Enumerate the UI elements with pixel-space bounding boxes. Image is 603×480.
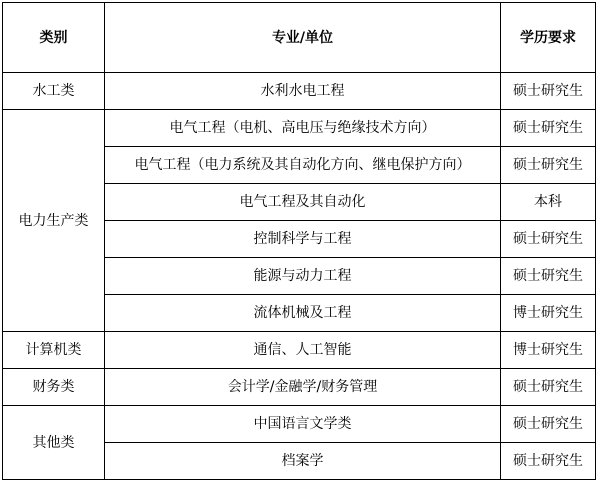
category-cell: 财务类: [3, 369, 105, 406]
degree-cell: 硕士研究生: [501, 443, 596, 480]
major-cell: 能源与动力工程: [105, 258, 501, 295]
major-cell: 控制科学与工程: [105, 221, 501, 258]
degree-cell: 本科: [501, 184, 596, 221]
table-row: [3, 110, 596, 147]
degree-cell: 博士研究生: [501, 295, 596, 332]
major-cell: 水利水电工程: [105, 73, 501, 110]
table-row: [3, 369, 596, 406]
table-row: [3, 73, 596, 110]
major-cell: 通信、人工智能: [105, 332, 501, 369]
major-cell: 电气工程（电机、高电压与绝缘技术方向）: [105, 110, 501, 147]
major-cell: 中国语言文学类: [105, 406, 501, 443]
header-major: 专业/单位: [105, 3, 501, 73]
table-header-row: [3, 3, 596, 73]
degree-cell: 硕士研究生: [501, 369, 596, 406]
degree-cell: 硕士研究生: [501, 110, 596, 147]
degree-cell: 博士研究生: [501, 332, 596, 369]
major-cell: 档案学: [105, 443, 501, 480]
category-cell: 计算机类: [3, 332, 105, 369]
header-category: 类别: [3, 3, 105, 73]
major-cell: 电气工程及其自动化: [105, 184, 501, 221]
major-cell: 电气工程（电力系统及其自动化方向、继电保护方向）: [105, 147, 501, 184]
degree-cell: 硕士研究生: [501, 147, 596, 184]
category-cell: 其他类: [3, 406, 105, 480]
major-cell: 流体机械及工程: [105, 295, 501, 332]
category-cell: 水工类: [3, 73, 105, 110]
degree-cell: 硕士研究生: [501, 258, 596, 295]
major-cell: 会计学/金融学/财务管理: [105, 369, 501, 406]
header-degree: 学历要求: [501, 3, 596, 73]
table-row: [3, 406, 596, 443]
degree-cell: 硕士研究生: [501, 73, 596, 110]
table-row: [3, 332, 596, 369]
degree-cell: 硕士研究生: [501, 221, 596, 258]
category-cell: 电力生产类: [3, 110, 105, 332]
degree-cell: 硕士研究生: [501, 406, 596, 443]
recruitment-table: [2, 2, 596, 480]
